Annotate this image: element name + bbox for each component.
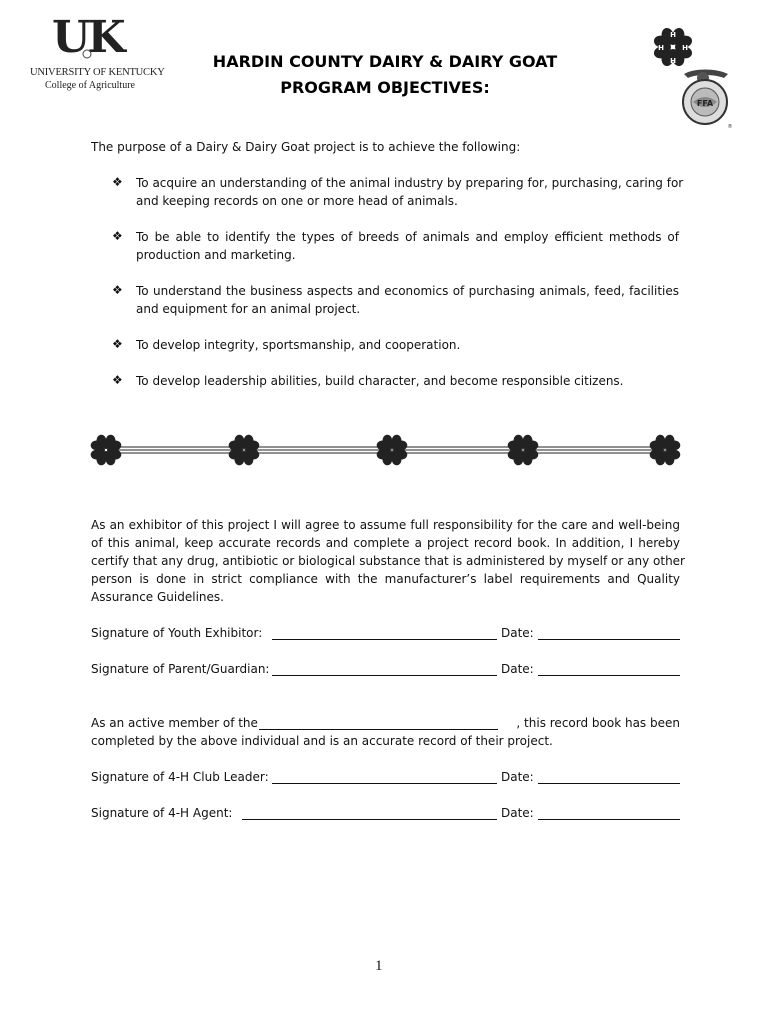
objective-line: and keeping records on one or more head of animals.: [136, 194, 458, 208]
parent-date-field[interactable]: [538, 661, 680, 676]
objective-line: To be able to identify the types of breeds of animals and employ efficient methods of: [136, 230, 679, 244]
college-name: College of Agriculture: [45, 80, 135, 91]
objective-line: production and marketing.: [136, 248, 296, 262]
svg-text:H: H: [670, 31, 676, 39]
agreement-line: certify that any drug, antibiotic or biological substance that is administered by myself or any other: [91, 554, 685, 568]
signature-label: Signature of 4-H Club Leader:: [91, 770, 269, 784]
leader-signature-field[interactable]: [272, 769, 497, 784]
objective-line: To understand the business aspects and economics of purchasing animals, feed, facilities: [136, 284, 679, 298]
signature-row-leader: [91, 768, 680, 786]
signature-row-youth: [91, 624, 680, 642]
uk-logo-shield-icon: [80, 46, 94, 62]
certification-text: , this record book has been: [516, 716, 680, 730]
objective-line: To develop integrity, sportsmanship, and cooperation.: [136, 338, 461, 352]
certification-text: completed by the above individual and is an accurate record of their project.: [91, 734, 553, 748]
objective-4: [136, 336, 679, 354]
clover-divider: [88, 430, 688, 470]
page-number: 1: [375, 958, 383, 974]
agreement-line: Assurance Guidelines.: [91, 590, 224, 604]
agent-date-field[interactable]: [538, 805, 680, 820]
bullet-icon: ❖: [112, 229, 123, 243]
certification-paragraph: [91, 714, 680, 750]
signature-label: Signature of 4-H Agent:: [91, 806, 233, 820]
objective-line: and equipment for an animal project.: [136, 302, 361, 316]
signature-label: Signature of Youth Exhibitor:: [91, 626, 263, 640]
agreement-line: As an exhibitor of this project I will agree to assume full responsibility for the care and well-being: [91, 518, 680, 532]
uk-logo-mark: UK: [52, 12, 123, 63]
date-label: Date:: [501, 770, 534, 784]
date-label: Date:: [501, 662, 534, 676]
svg-text:FFA: FFA: [696, 99, 714, 108]
agent-signature-field[interactable]: [242, 805, 497, 820]
signature-label: Signature of Parent/Guardian:: [91, 662, 270, 676]
objective-3: [136, 282, 679, 318]
agreement-line: of this animal, keep accurate records and complete a project record book. In addition, I hereby: [91, 536, 680, 550]
certification-text: As an active member of the: [91, 716, 258, 730]
four-h-clover-icon: [648, 22, 698, 72]
agreement-line: person is done in strict compliance with the manufacturer’s label requirements and Quality: [91, 572, 680, 586]
svg-text:®: ®: [727, 124, 733, 130]
agreement-paragraph: [91, 516, 685, 606]
ffa-emblem-icon: [676, 66, 734, 130]
youth-signature-field[interactable]: [272, 625, 497, 640]
clover-icon: [91, 435, 122, 466]
signature-row-agent: [91, 804, 680, 822]
objective-line: To acquire an understanding of the animal industry by preparing for, purchasing, caring for: [136, 176, 684, 190]
certification-line-1: [91, 714, 680, 732]
date-label: Date:: [501, 806, 534, 820]
page-title: HARDIN COUNTY DAIRY & DAIRY GOAT: [212, 52, 558, 71]
date-label: Date:: [501, 626, 534, 640]
leader-date-field[interactable]: [538, 769, 680, 784]
youth-date-field[interactable]: [538, 625, 680, 640]
bullet-icon: ❖: [112, 373, 123, 387]
svg-text:H: H: [670, 57, 676, 65]
svg-text:H: H: [682, 44, 688, 52]
svg-text:H: H: [658, 44, 664, 52]
parent-signature-field[interactable]: [272, 661, 497, 676]
bullet-icon: ❖: [112, 175, 123, 189]
objective-2: [136, 228, 679, 264]
intro-text: The purpose of a Dairy & Dairy Goat project is to achieve the following:: [91, 140, 521, 154]
uk-logo: [28, 12, 165, 96]
bullet-icon: ❖: [112, 337, 123, 351]
objective-line: To develop leadership abilities, build character, and become responsible citizens.: [136, 374, 624, 388]
bullet-icon: ❖: [112, 283, 123, 297]
page-subtitle: PROGRAM OBJECTIVES:: [280, 78, 490, 97]
objective-5: [136, 372, 679, 390]
signature-row-parent: [91, 660, 680, 678]
club-name-field[interactable]: [259, 715, 498, 730]
objective-1: [136, 174, 684, 210]
university-name: UNIVERSITY OF KENTUCKY: [30, 67, 165, 78]
